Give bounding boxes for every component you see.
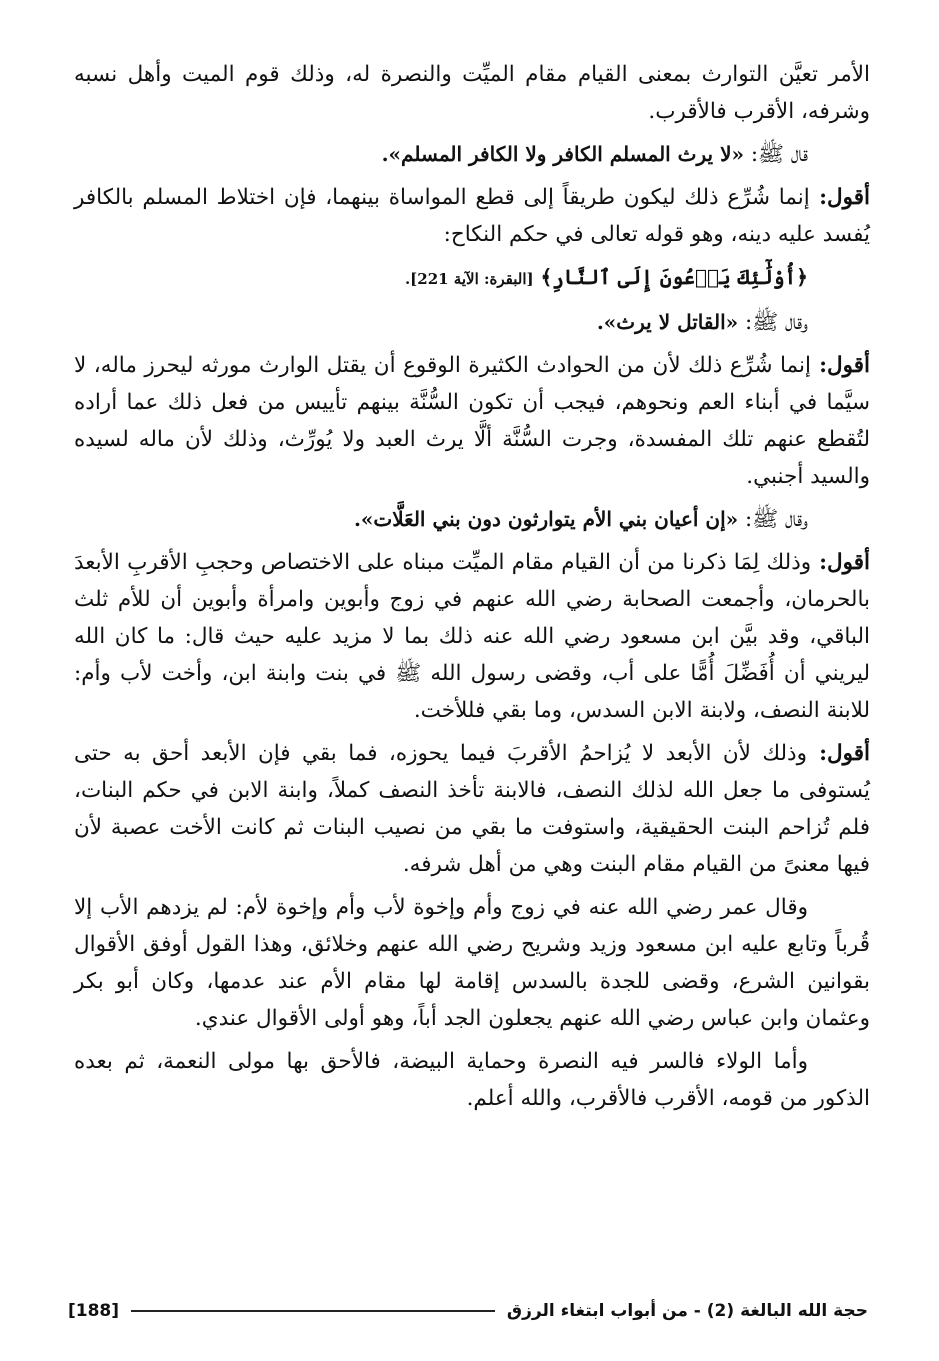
paragraph — [74, 56, 870, 130]
paragraph-text: الأمر تعيَّن التوارث بمعنى القيام مقام الميِّت والنصرة له، وذلك قوم الميت وأهل نسبه وشرفه، الأقرب فالأقرب. — [74, 62, 870, 124]
paragraph-text: وأما الولاء فالسر فيه النصرة وحماية البيضة، فالأحق بها مولى النعمة، ثم بعده الذكور من قومه، الأقرب فالأقرب، والله أعلم. — [74, 1049, 870, 1111]
commentary-lead: أقول: — [807, 741, 870, 766]
quran-text: ﴿أُوْلَٰٓئِكَ يَدۡعُونَ إِلَى ٱلنَّارِ﴾ — [540, 265, 808, 289]
commentary-text: إنما شُرِّع ذلك لأن من الحوادث الكثيرة الوقوع أن يقتل الوارث مورثه ليحرز ماله، لا سيَّما في أبناء العم ونحوهم، فيجب أن تكون السُّنَّة بينهم تأييس من فعل ذلك عما أراده لتُقطع عنهم تلك المفسدة، وجرت السُّنَّة ألَّا يرث العبد ولا يُورِّث، وذلك لأن ماله لسيده والسيد أجنبي. — [74, 353, 870, 489]
hadith-intro: قال ﷺ: — [743, 142, 808, 167]
page-body — [74, 56, 870, 1123]
page-footer — [68, 1296, 868, 1326]
hadith-paragraph — [74, 304, 870, 341]
footer-divider — [131, 1310, 495, 1312]
quran-verse — [74, 259, 870, 298]
commentary-paragraph — [74, 544, 870, 729]
commentary-paragraph — [74, 347, 870, 495]
hadith-text: «القاتل لا يرث». — [596, 310, 739, 334]
commentary-paragraph — [74, 179, 870, 253]
verse-reference: [البقرة: الآية 221]. — [404, 270, 534, 288]
commentary-lead: أقول: — [811, 550, 870, 575]
hadith-text: «لا يرث المسلم الكافر ولا الكافر المسلم». — [381, 142, 744, 166]
hadith-intro: وقال ﷺ: — [738, 310, 808, 335]
paragraph — [74, 889, 870, 1037]
commentary-paragraph — [74, 735, 870, 883]
commentary-text: وذلك لِمَا ذكرنا من أن القيام مقام الميِّت مبناه على الاختصاص وحجبِ الأقربِ الأبعدَ بالحرمان، وأجمعت الصحابة رضي الله عنهم في زوج وأبوين وامرأة وأبوين أن للأم ثلث الباقي، وقد بيَّن ابن مسعود رضي الله عنه ذلك بما لا مزيد عليه حيث قال: ما كان الله ليريني أن أُفَضِّلَ أُمًّا على أب، وقضى رسول الله ﷺ في بنت وابنة ابن، وأخت لأب وأم: للابنة النصف، ولابنة الابن السدس، وما بقي فللأخت. — [74, 550, 870, 723]
commentary-text: إنما شُرِّع ذلك ليكون طريقاً إلى قطع المواساة بينهما، فإن اختلاط المسلم بالكافر يُفسد عليه دينه، وهو قوله تعالى في حكم النكاح: — [74, 185, 870, 247]
commentary-text: وذلك لأن الأبعد لا يُزاحمُ الأقربَ فيما يحوزه، فما بقي فإن الأبعد أحق به حتى يُستوفى ما جعل الله لذلك النصف، فالابنة تأخذ النصف كملاً، وابنة الابن في حكم البنات، فلم تُزاحم البنت الحقيقية، واستوفت ما بقي من نصيب البنات ثم كانت الأخت عصبة لأن فيها معنىً من القيام مقام البنت وهي من أهل شرفه. — [74, 741, 870, 877]
footer-book-title: حجة الله البالغة (2) - من أبواب ابتغاء الرزق — [506, 1301, 868, 1321]
hadith-intro: وقال ﷺ: — [738, 507, 808, 532]
page-number: [188] — [68, 1301, 120, 1321]
hadith-paragraph — [74, 136, 870, 173]
hadith-text: «إن أعيان بني الأم يتوارثون دون بني العَلَّات». — [353, 507, 739, 531]
paragraph-text: وقال عمر رضي الله عنه في زوج وأم وإخوة لأب وأم وإخوة لأم: لم يزدهم الأب إلا قُرباً وتابع عليه ابن مسعود وزيد وشريح رضي الله عنهم وخلائق، وهذا القول أوفق الأقوال بقوانين الشرع، وقضى للجدة بالسدس إقامة لها مقام الأم عند عدمها، وكان أبو بكر وعثمان وابن عباس رضي الله عنهم يجعلون الجد أباً، وهو أولى الأقوال عندي. — [74, 895, 870, 1031]
commentary-lead: أقول: — [809, 185, 870, 210]
paragraph — [74, 1043, 870, 1117]
commentary-lead: أقول: — [810, 353, 870, 378]
hadith-paragraph — [74, 501, 870, 538]
